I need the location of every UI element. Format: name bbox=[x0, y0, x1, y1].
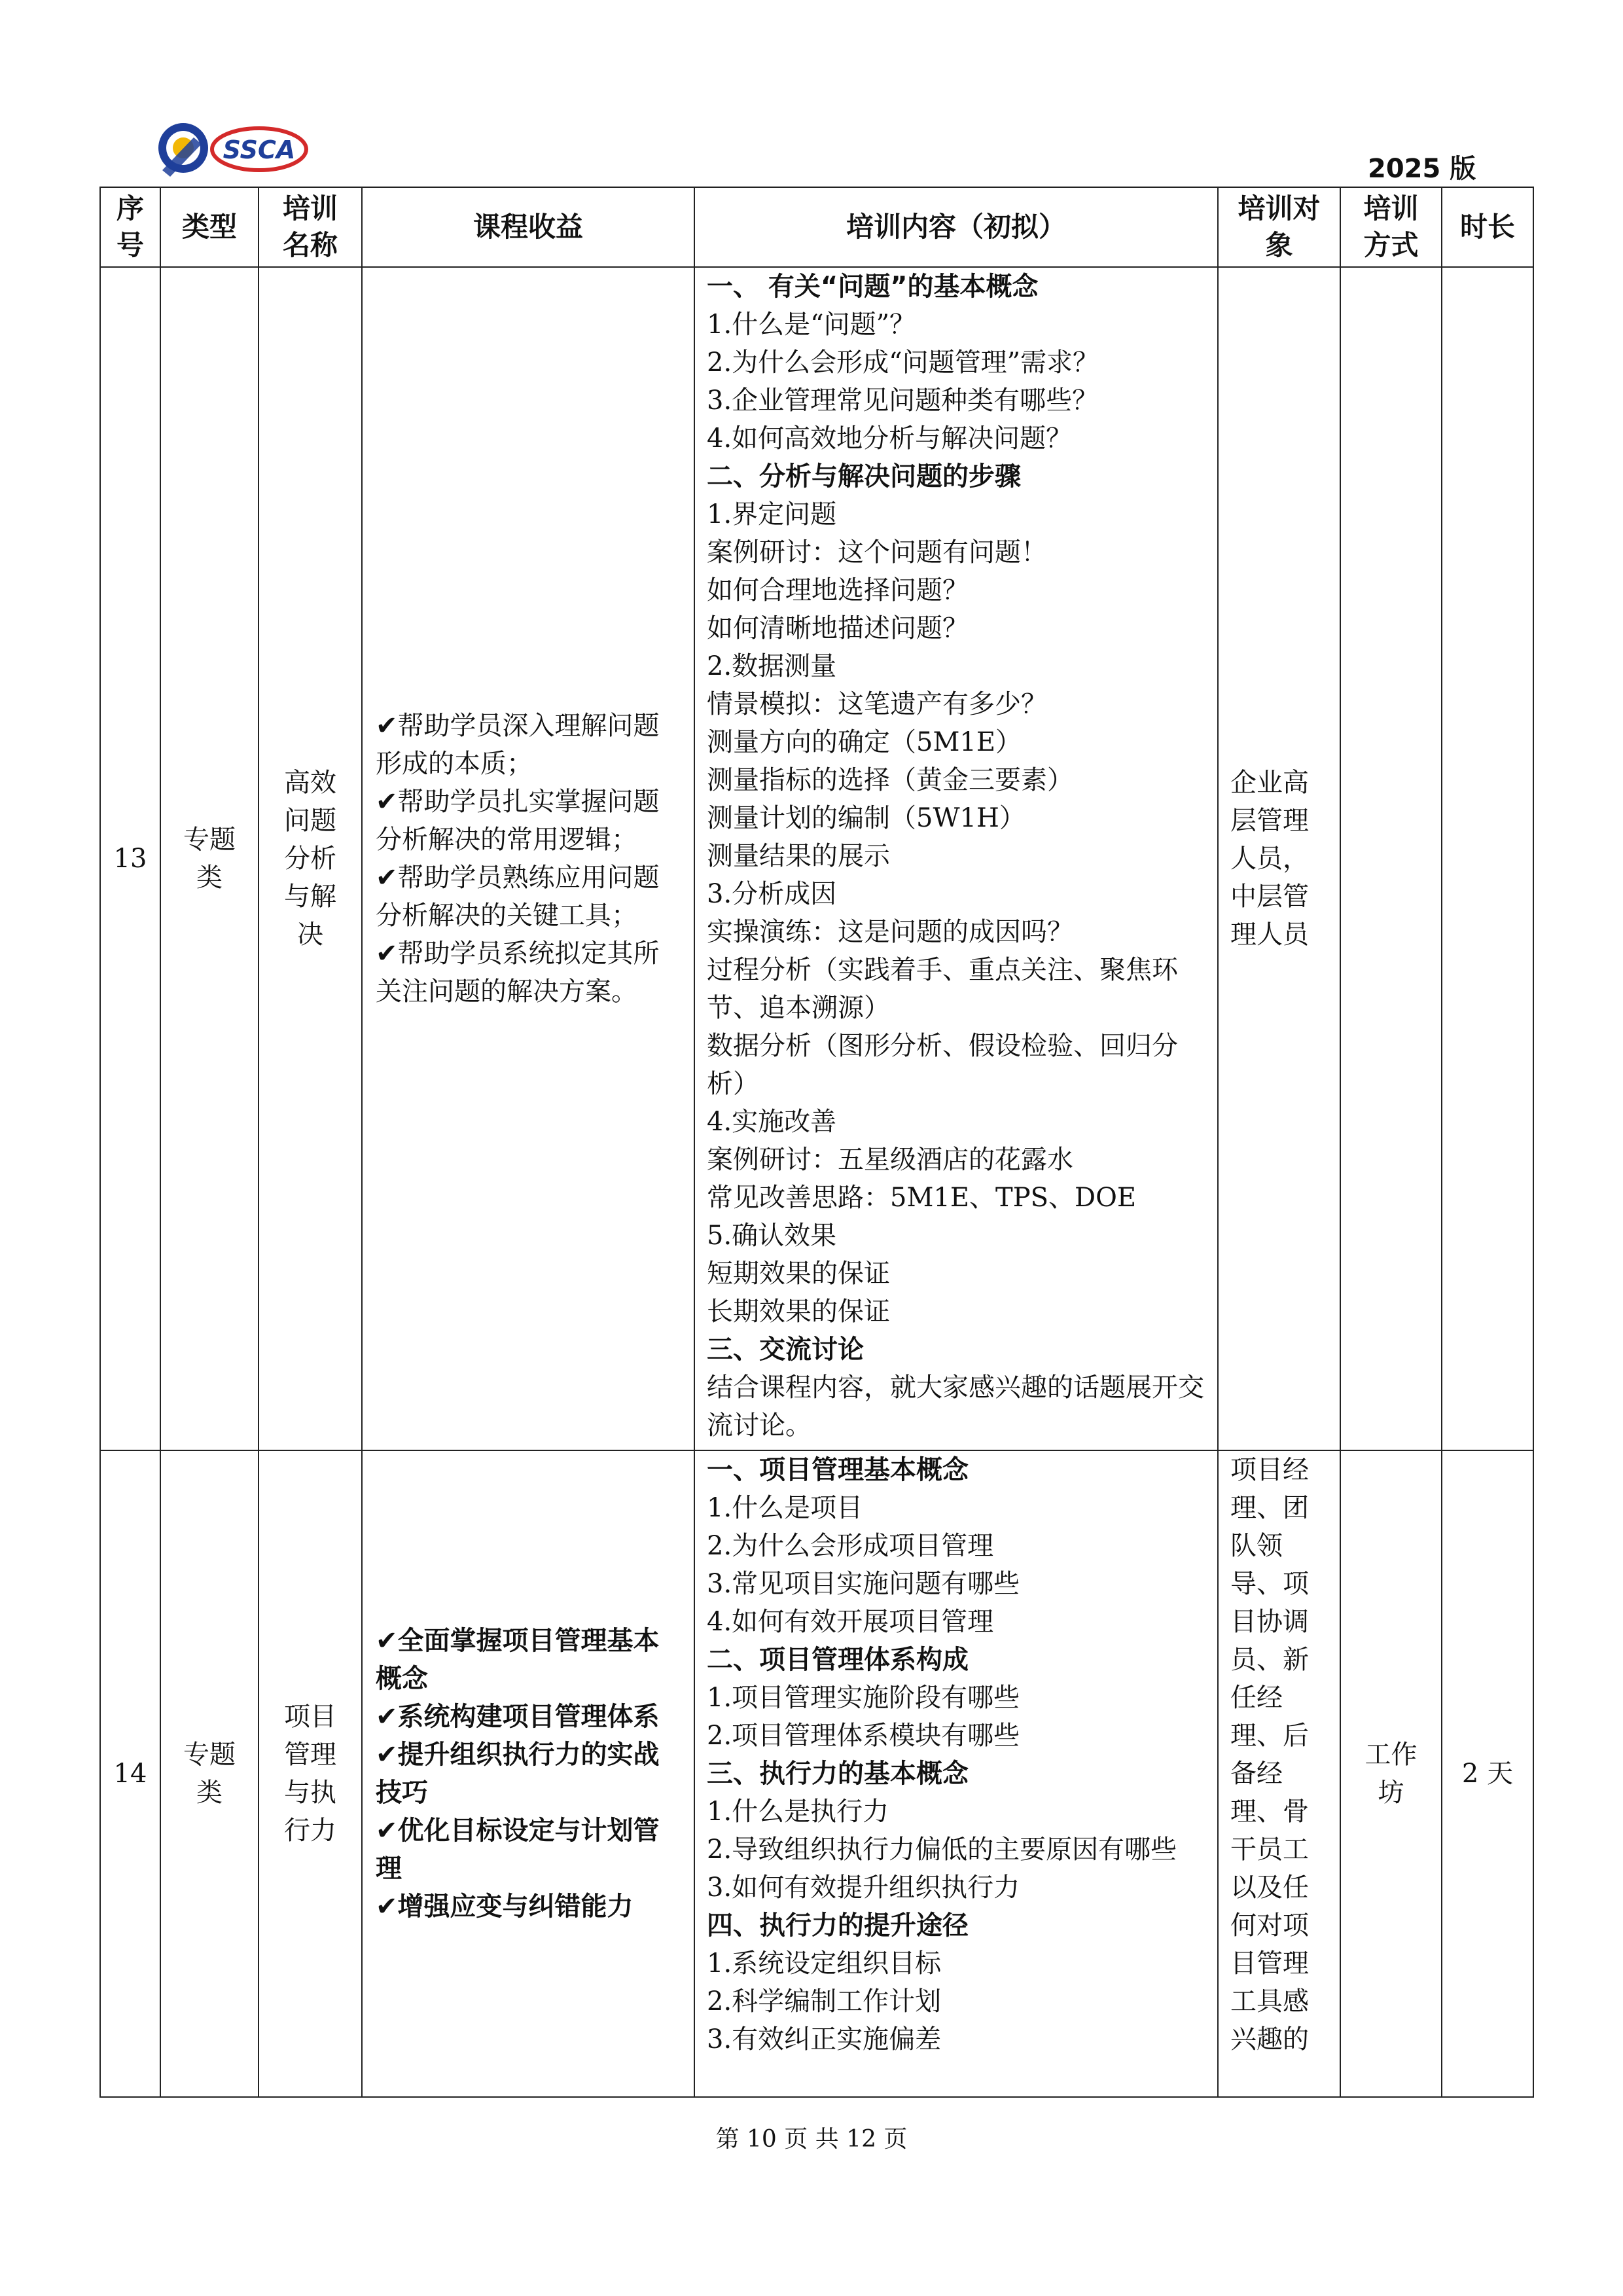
content-line: 3.分析成因 bbox=[707, 879, 837, 909]
content-heading: 三、执行力的基本概念 bbox=[707, 1759, 969, 1789]
content-line: 实操演练：这是问题的成因吗？ bbox=[707, 917, 1073, 947]
content-line: 过程分析（实践着手、重点关注、聚焦环节、追本溯源） bbox=[707, 955, 1178, 1023]
content-line: 3.有效纠正实施偏差 bbox=[707, 2024, 942, 2054]
content-heading: 二、分析与解决问题的步骤 bbox=[707, 461, 1021, 492]
benefit-item: ✔帮助学员系统拟定其所关注问题的解决方案。 bbox=[376, 939, 660, 1007]
row-course-name: 高效问题分析与解决 bbox=[259, 267, 362, 1450]
row-num: 14 bbox=[100, 1450, 160, 2097]
col-header-benefits: 课程收益 bbox=[362, 187, 694, 267]
row-benefits bbox=[362, 267, 694, 1450]
content-line: 2.导致组织执行力偏低的主要原因有哪些 bbox=[707, 1835, 1177, 1865]
content-line: 2.科学编制工作计划 bbox=[707, 1986, 942, 2017]
content-heading: 一、项目管理基本概念 bbox=[707, 1455, 969, 1485]
content-line: 数据分析（图形分析、假设检验、回归分析） bbox=[707, 1031, 1178, 1099]
content-line: 如何清晰地描述问题？ bbox=[707, 613, 969, 643]
check-icon: ✔ bbox=[376, 863, 398, 893]
content-line: 测量结果的展示 bbox=[707, 841, 890, 871]
ssca-logo-graphic bbox=[154, 118, 312, 178]
row-type: 专题类 bbox=[160, 267, 259, 1450]
content-line: 测量指标的选择（黄金三要素） bbox=[707, 765, 1073, 795]
check-icon: ✔ bbox=[376, 1816, 398, 1846]
check-icon: ✔ bbox=[376, 1626, 398, 1656]
row-course-name: 项目管理与执行力 bbox=[259, 1450, 362, 2097]
row-duration bbox=[1442, 267, 1533, 1450]
check-icon: ✔ bbox=[376, 1702, 398, 1732]
content-line: 1.项目管理实施阶段有哪些 bbox=[707, 1683, 1020, 1713]
row-num: 13 bbox=[100, 267, 160, 1450]
content-line: 3.常见项目实施问题有哪些 bbox=[707, 1569, 1020, 1599]
content-line: 情景模拟：这笔遗产有多少？ bbox=[707, 689, 1047, 719]
row-duration: 2 天 bbox=[1442, 1450, 1533, 2097]
content-line: 案例研讨：这个问题有问题！ bbox=[707, 537, 1047, 567]
logo-text: SSCA bbox=[223, 135, 296, 164]
table-header-row bbox=[100, 187, 1533, 267]
content-line: 1.系统设定组织目标 bbox=[707, 1948, 942, 1979]
content-line: 2.项目管理体系模块有哪些 bbox=[707, 1721, 1020, 1751]
content-line: 4.如何有效开展项目管理 bbox=[707, 1607, 994, 1637]
content-line: 2.为什么会形成项目管理 bbox=[707, 1531, 994, 1561]
row-content bbox=[694, 267, 1218, 1450]
content-line: 3.企业管理常见问题种类有哪些？ bbox=[707, 386, 1099, 416]
benefit-item: ✔增强应变与纠错能力 bbox=[376, 1892, 633, 1922]
edition-label: 2025 版 bbox=[1368, 154, 1476, 184]
row-audience: 企业高层管理人员，中层管理人员 bbox=[1218, 267, 1340, 1450]
table-row bbox=[100, 1450, 1533, 2097]
col-header-method: 培训方式 bbox=[1340, 187, 1442, 267]
content-line: 2.为什么会形成“问题管理”需求？ bbox=[707, 348, 1099, 378]
benefit-item: ✔提升组织执行力的实战技巧 bbox=[376, 1740, 660, 1808]
page-footer: 第 10 页 共 12 页 bbox=[715, 2126, 908, 2153]
content-line: 长期效果的保证 bbox=[707, 1297, 890, 1327]
content-line: 1.什么是项目 bbox=[707, 1493, 863, 1523]
benefit-item: ✔优化目标设定与计划管理 bbox=[376, 1816, 660, 1884]
content-heading: 一、 有关“问题”的基本概念 bbox=[707, 272, 1039, 302]
content-line: 3.如何有效提升组织执行力 bbox=[707, 1873, 1020, 1903]
content-line: 短期效果的保证 bbox=[707, 1259, 890, 1289]
content-line: 测量方向的确定（5M1E） bbox=[707, 727, 1022, 757]
col-header-type: 类型 bbox=[160, 187, 259, 267]
check-icon: ✔ bbox=[376, 939, 398, 969]
content-line: 1.界定问题 bbox=[707, 499, 837, 529]
content-line: 案例研讨：五星级酒店的花露水 bbox=[707, 1145, 1073, 1175]
row-type: 专题类 bbox=[160, 1450, 259, 2097]
benefit-item: ✔帮助学员熟练应用问题分析解决的关键工具； bbox=[376, 863, 660, 931]
col-header-audience: 培训对象 bbox=[1218, 187, 1340, 267]
content-line: 1.什么是执行力 bbox=[707, 1797, 889, 1827]
content-line: 常见改善思路：5M1E、TPS、DOE bbox=[707, 1183, 1137, 1213]
training-table bbox=[99, 187, 1534, 2098]
content-line: 结合课程内容，就大家感兴趣的话题展开交流讨论。 bbox=[707, 1372, 1204, 1441]
col-header-content: 培训内容（初拟） bbox=[694, 187, 1218, 267]
benefit-item: ✔帮助学员深入理解问题形成的本质； bbox=[376, 711, 660, 779]
content-line: 1.什么是“问题”？ bbox=[707, 310, 916, 340]
content-line: 如何合理地选择问题？ bbox=[707, 575, 969, 605]
table-row bbox=[100, 267, 1533, 1450]
row-benefits bbox=[362, 1450, 694, 2097]
ssca-logo bbox=[154, 118, 312, 178]
content-line: 4.实施改善 bbox=[707, 1107, 837, 1137]
content-line: 2.数据测量 bbox=[707, 651, 837, 681]
content-heading: 四、执行力的提升途径 bbox=[707, 1910, 969, 1941]
benefit-item: ✔帮助学员扎实掌握问题分析解决的常用逻辑； bbox=[376, 787, 660, 855]
benefit-item: ✔全面掌握项目管理基本概念 bbox=[376, 1626, 660, 1694]
row-audience: 项目经理、团队领导、项目协调员、新任经理、后备经理、骨干员工以及任何对项目管理工具感兴趣的 bbox=[1218, 1450, 1340, 2097]
check-icon: ✔ bbox=[376, 1740, 398, 1770]
content-heading: 二、项目管理体系构成 bbox=[707, 1645, 969, 1675]
row-method: 工作坊 bbox=[1340, 1450, 1442, 2097]
content-line: 测量计划的编制（5W1H） bbox=[707, 803, 1026, 833]
col-header-num: 序号 bbox=[100, 187, 160, 267]
row-method bbox=[1340, 267, 1442, 1450]
benefit-item: ✔系统构建项目管理体系 bbox=[376, 1702, 660, 1732]
check-icon: ✔ bbox=[376, 1892, 398, 1922]
check-icon: ✔ bbox=[376, 787, 398, 817]
row-content bbox=[694, 1450, 1218, 2097]
col-header-duration: 时长 bbox=[1442, 187, 1533, 267]
content-line: 4.如何高效地分析与解决问题？ bbox=[707, 423, 1073, 454]
check-icon: ✔ bbox=[376, 711, 398, 741]
content-line: 5.确认效果 bbox=[707, 1221, 837, 1251]
col-header-name: 培训名称 bbox=[259, 187, 362, 267]
content-heading: 三、交流讨论 bbox=[707, 1335, 864, 1365]
